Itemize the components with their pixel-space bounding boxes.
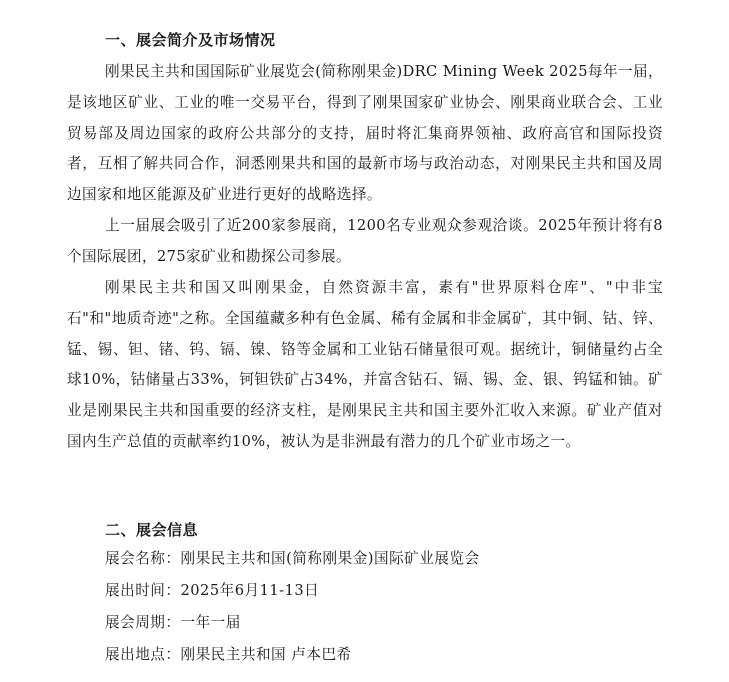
section-heading-overview: 一、展会简介及市场情况 xyxy=(105,31,276,49)
info-exhibition-location: 展出地点：刚果民主共和国 卢本巴希 xyxy=(105,646,352,663)
info-exhibition-frequency: 展会周期：一年一届 xyxy=(105,614,241,631)
info-exhibition-name: 展会名称：刚果民主共和国(简称刚果金)国际矿业展览会 xyxy=(105,550,480,567)
paragraph-exhibition-intro: 刚果民主共和国国际矿业展览会(简称刚果金)DRC Mining Week 2025每年一届，是该地区矿业、工业的唯一交易平台，得到了刚果国家矿业协会、刚果商业联合会、工业贸易部及周边国家的政府公共部分的支持，届时将汇集商界领袖、政府高官和国际投资者，互相了解共同合作，洞悉刚果共和国的最新市场与政治动态，对刚果民主共和国及周边国家和地区能源及矿业进行更好的战略选择。 xyxy=(67,63,663,204)
info-exhibition-date: 展出时间：2025年6月11-13日 xyxy=(105,582,320,599)
section-heading-info: 二、展会信息 xyxy=(105,521,199,539)
paragraph-previous-edition: 上一届展会吸引了近200家参展商，1200名专业观众参观洽谈。2025年预计将有8个国际展团，275家矿业和勘探公司参展。 xyxy=(67,217,663,265)
paragraph-mineral-resources: 刚果民主共和国又叫刚果金，自然资源丰富，素有"世界原料仓库"、"中非宝石"和"地质奇迹"之称。全国蕴藏多种有色金属、稀有金属和非金属矿，其中铜、钴、锌、锰、锡、钽、锗、钨、镉、镍、铬等金属和工业钻石储量很可观。据统计，铜储量约占全球10%，钴储量占33%，钶钽铁矿占34%，并富含钻石、镉、锡、金、银、钨锰和铀。矿业是刚果民主共和国重要的经济支柱，是刚果民主共和国主要外汇收入来源。矿业产值对国内生产总值的贡献率约10%，被认为是非洲最有潜力的几个矿业市场之一。 xyxy=(67,279,663,450)
